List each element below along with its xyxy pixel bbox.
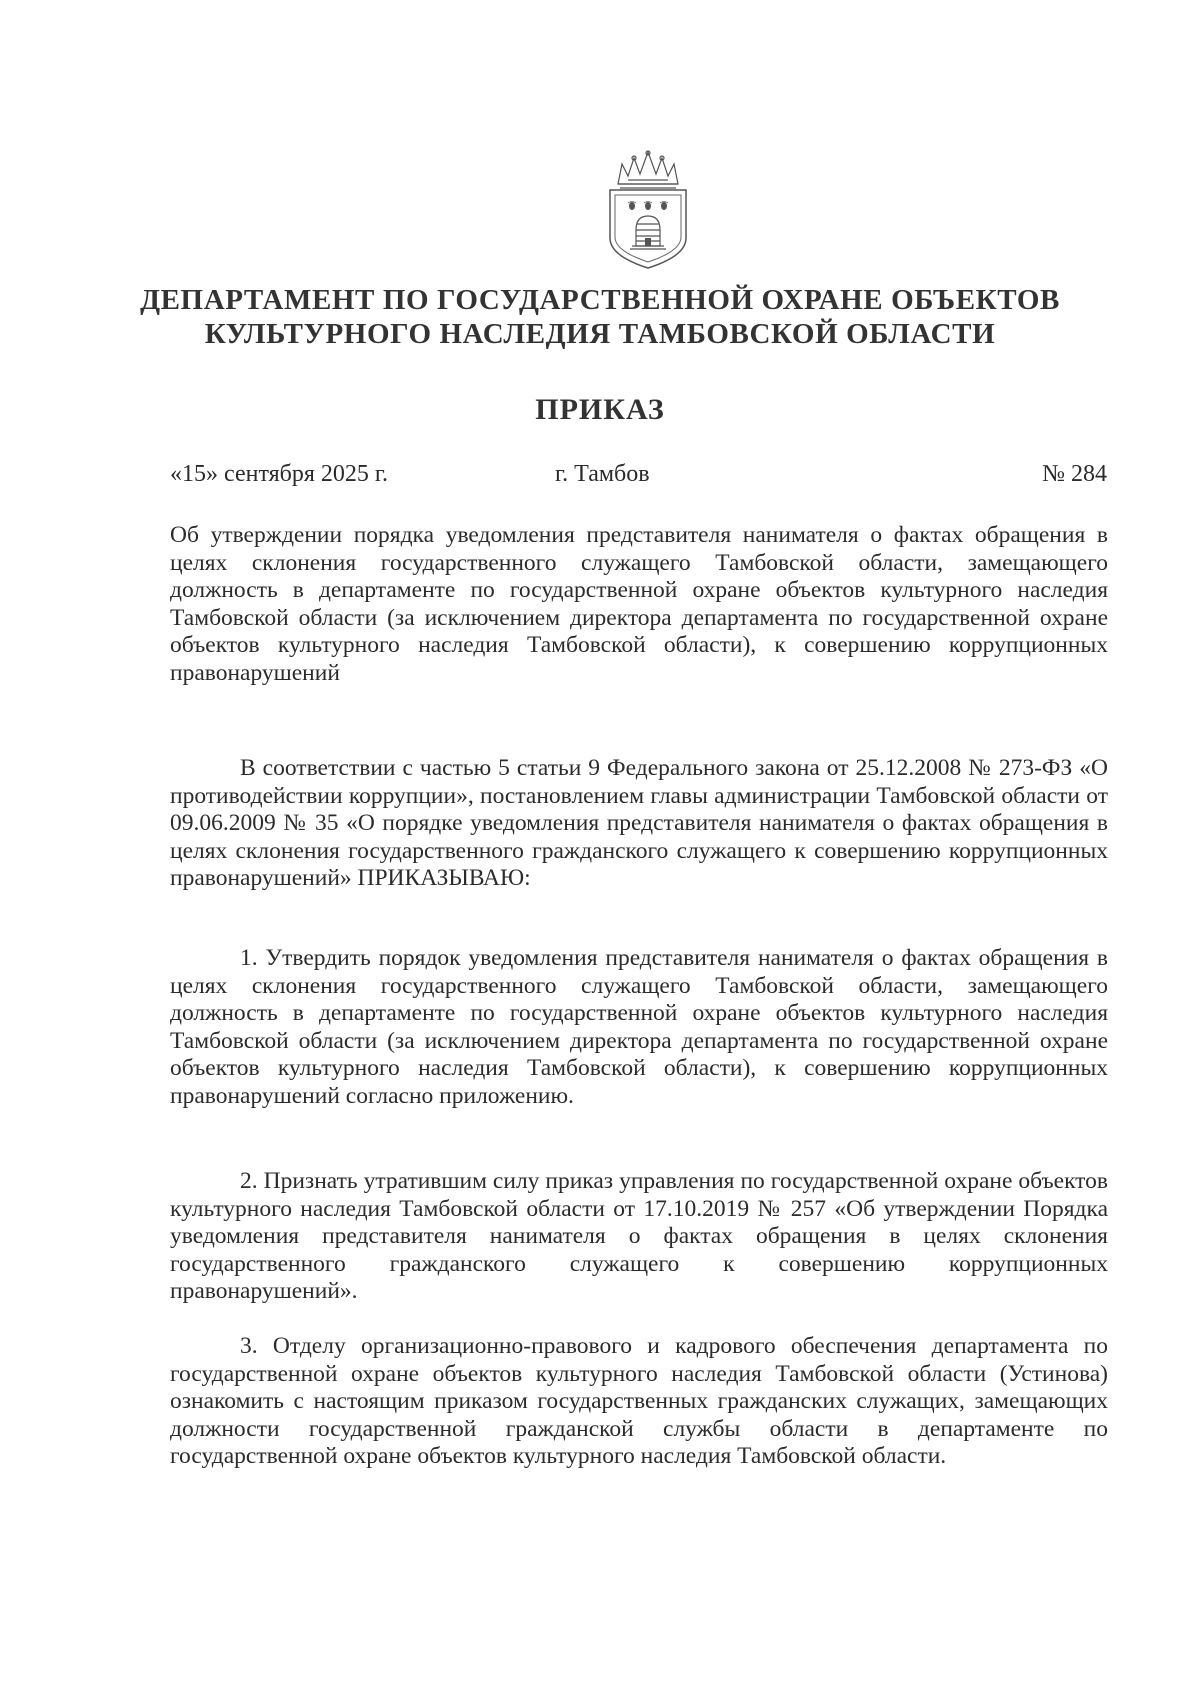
order-number: № 284 [1042, 461, 1107, 487]
order-subject: Об утверждении порядка уведомления представителя нанимателя о фактах обращения в целях склонения государственного служащего Тамбовской области, замещающего должность в департаменте по государственной охране объектов культурного наследия Тамбовской области (за исключением директора департамента по государственной охране объектов культурного наследия Тамбовской области), к совершению коррупционных правонарушений [170, 522, 1108, 686]
department-title-line1: ДЕПАРТАМЕНТ ПО ГОСУДАРСТВЕННОЙ ОХРАНЕ ОБЪЕКТОВ [140, 284, 1060, 316]
order-city: г. Тамбов [555, 461, 650, 487]
coat-of-arms-icon [598, 150, 698, 270]
department-title-line2: КУЛЬТУРНОГО НАСЛЕДИЯ ТАМБОВСКОЙ ОБЛАСТИ [204, 318, 996, 350]
document-type-title: ПРИКАЗ [535, 393, 665, 426]
order-item-2: 2. Признать утратившим силу приказ управления по государственной охране объектов культурного наследия Тамбовской области от 17.10.2019 № 257 «Об утверждении Порядка уведомления представителя нанимателя о фактах обращения в целях склонения государственного гражданского служащего к совершению коррупционных правонарушений». [170, 1168, 1108, 1304]
order-item-3: 3. Отделу организационно-правового и кадрового обеспечения департамента по государственной охране объектов культурного наследия Тамбовской области (Устинова) ознакомить с настоящим приказом государственных гражданских служащих, замещающих должности государственной гражданской службы области в департаменте по государственной охране объектов культурного наследия Тамбовской области. [170, 1333, 1108, 1469]
order-date: «15» сентября 2025 г. [170, 461, 389, 487]
order-item-1: 1. Утвердить порядок уведомления представителя нанимателя о фактах обращения в целях склонения государственного служащего Тамбовской области, замещающего должность в департаменте по государственной охране объектов культурного наследия Тамбовской области (за исключением директора департамента по государственной охране объектов культурного наследия Тамбовской области), к совершению коррупционных правонарушений согласно приложению. [170, 945, 1108, 1109]
preamble-paragraph: В соответствии с частью 5 статьи 9 Федерального закона от 25.12.2008 № 273-ФЗ «О противодействии коррупции», постановлением главы администрации Тамбовской области от 09.06.2009 № 35 «О порядке уведомления представителя нанимателя о фактах обращения в целях склонения государственного гражданского служащего к совершению коррупционных правонарушений» ПРИКАЗЫВАЮ: [170, 755, 1108, 891]
